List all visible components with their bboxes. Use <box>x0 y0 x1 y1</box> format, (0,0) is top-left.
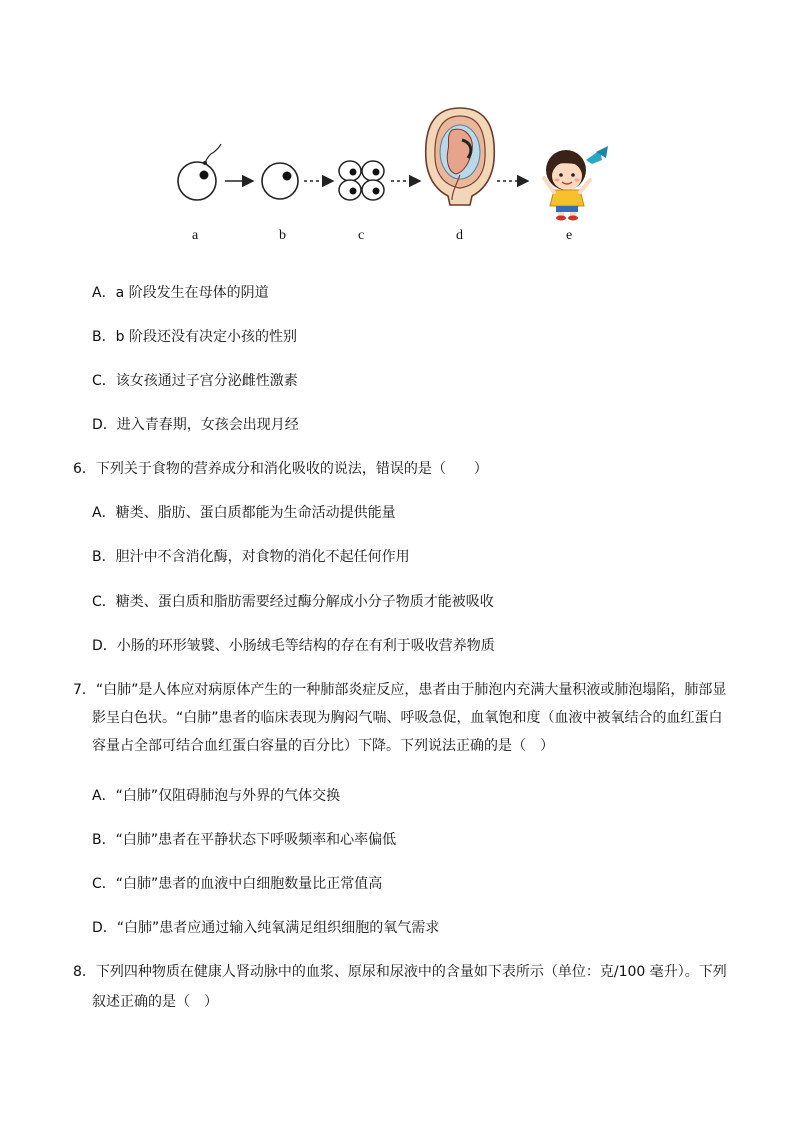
q7-option-a: A．“白肺”仅阻碍肺泡与外界的气体交换 <box>92 788 341 804</box>
figure-label-d: d <box>456 228 463 243</box>
figure-label-b: b <box>279 228 286 243</box>
figure-label-a: a <box>192 228 199 243</box>
q7-stem-line-3: 容量占全部可结合血红蛋白容量的百分比）下降。下列说法正确的是（ ） <box>92 738 554 754</box>
q8-stem-line-1: 8．下列四种物质在健康人肾动脉中的血浆、原尿和尿液中的含量如下表所示（单位：克/100 毫升）。下列 <box>73 964 727 980</box>
q7-option-b: B．“白肺”患者在平静状态下呼吸频率和心率偏低 <box>92 832 397 848</box>
girl-cartoon-e <box>544 146 608 221</box>
q5-option-c: C．该女孩通过子宫分泌雌性激素 <box>92 373 298 389</box>
q5-option-a: A．a 阶段发生在母体的阴道 <box>92 285 269 301</box>
development-figure <box>0 0 794 260</box>
fertilization-cell-a <box>178 144 221 200</box>
figure-label-e: e <box>566 228 573 243</box>
q6-option-b: B．胆汁中不含消化酶，对食物的消化不起任何作用 <box>92 549 410 565</box>
q6-option-c: C．糖类、蛋白质和脂肪需要经过酶分解成小分子物质才能被吸收 <box>92 594 494 610</box>
q8-stem-line-2: 叙述正确的是（ ） <box>92 994 218 1010</box>
fetus-in-uterus-d <box>426 108 495 205</box>
q6-option-a: A．糖类、脂肪、蛋白质都能为生命活动提供能量 <box>92 505 396 521</box>
four-cell-embryo-c <box>339 161 384 200</box>
q7-stem-line-2: 影呈白色状。“白肺”患者的临床表现为胸闷气喘、呼吸急促，血氧饱和度（血液中被氧结合的血红蛋白 <box>92 710 723 726</box>
figure-label-c: c <box>358 228 365 243</box>
q6-option-d: D．小肠的环形皱襞、小肠绒毛等结构的存在有利于吸收营养物质 <box>92 638 495 654</box>
q7-option-c: C．“白肺”患者的血液中白细胞数量比正常值高 <box>92 876 383 892</box>
q5-option-d: D．进入青春期，女孩会出现月经 <box>92 417 299 433</box>
q7-option-d: D．“白肺”患者应通过输入纯氧满足组织细胞的氧气需求 <box>92 920 440 936</box>
q5-option-b: B．b 阶段还没有决定小孩的性别 <box>92 329 297 345</box>
q7-stem-line-1: 7．“白肺”是人体应对病原体产生的一种肺部炎症反应，患者由于肺泡内充满大量积液或肺泡塌陷，肺部显 <box>73 682 727 698</box>
zygote-cell-b <box>262 163 298 199</box>
q6-stem: 6．下列关于食物的营养成分和消化吸收的说法，错误的是（ ） <box>73 461 488 477</box>
